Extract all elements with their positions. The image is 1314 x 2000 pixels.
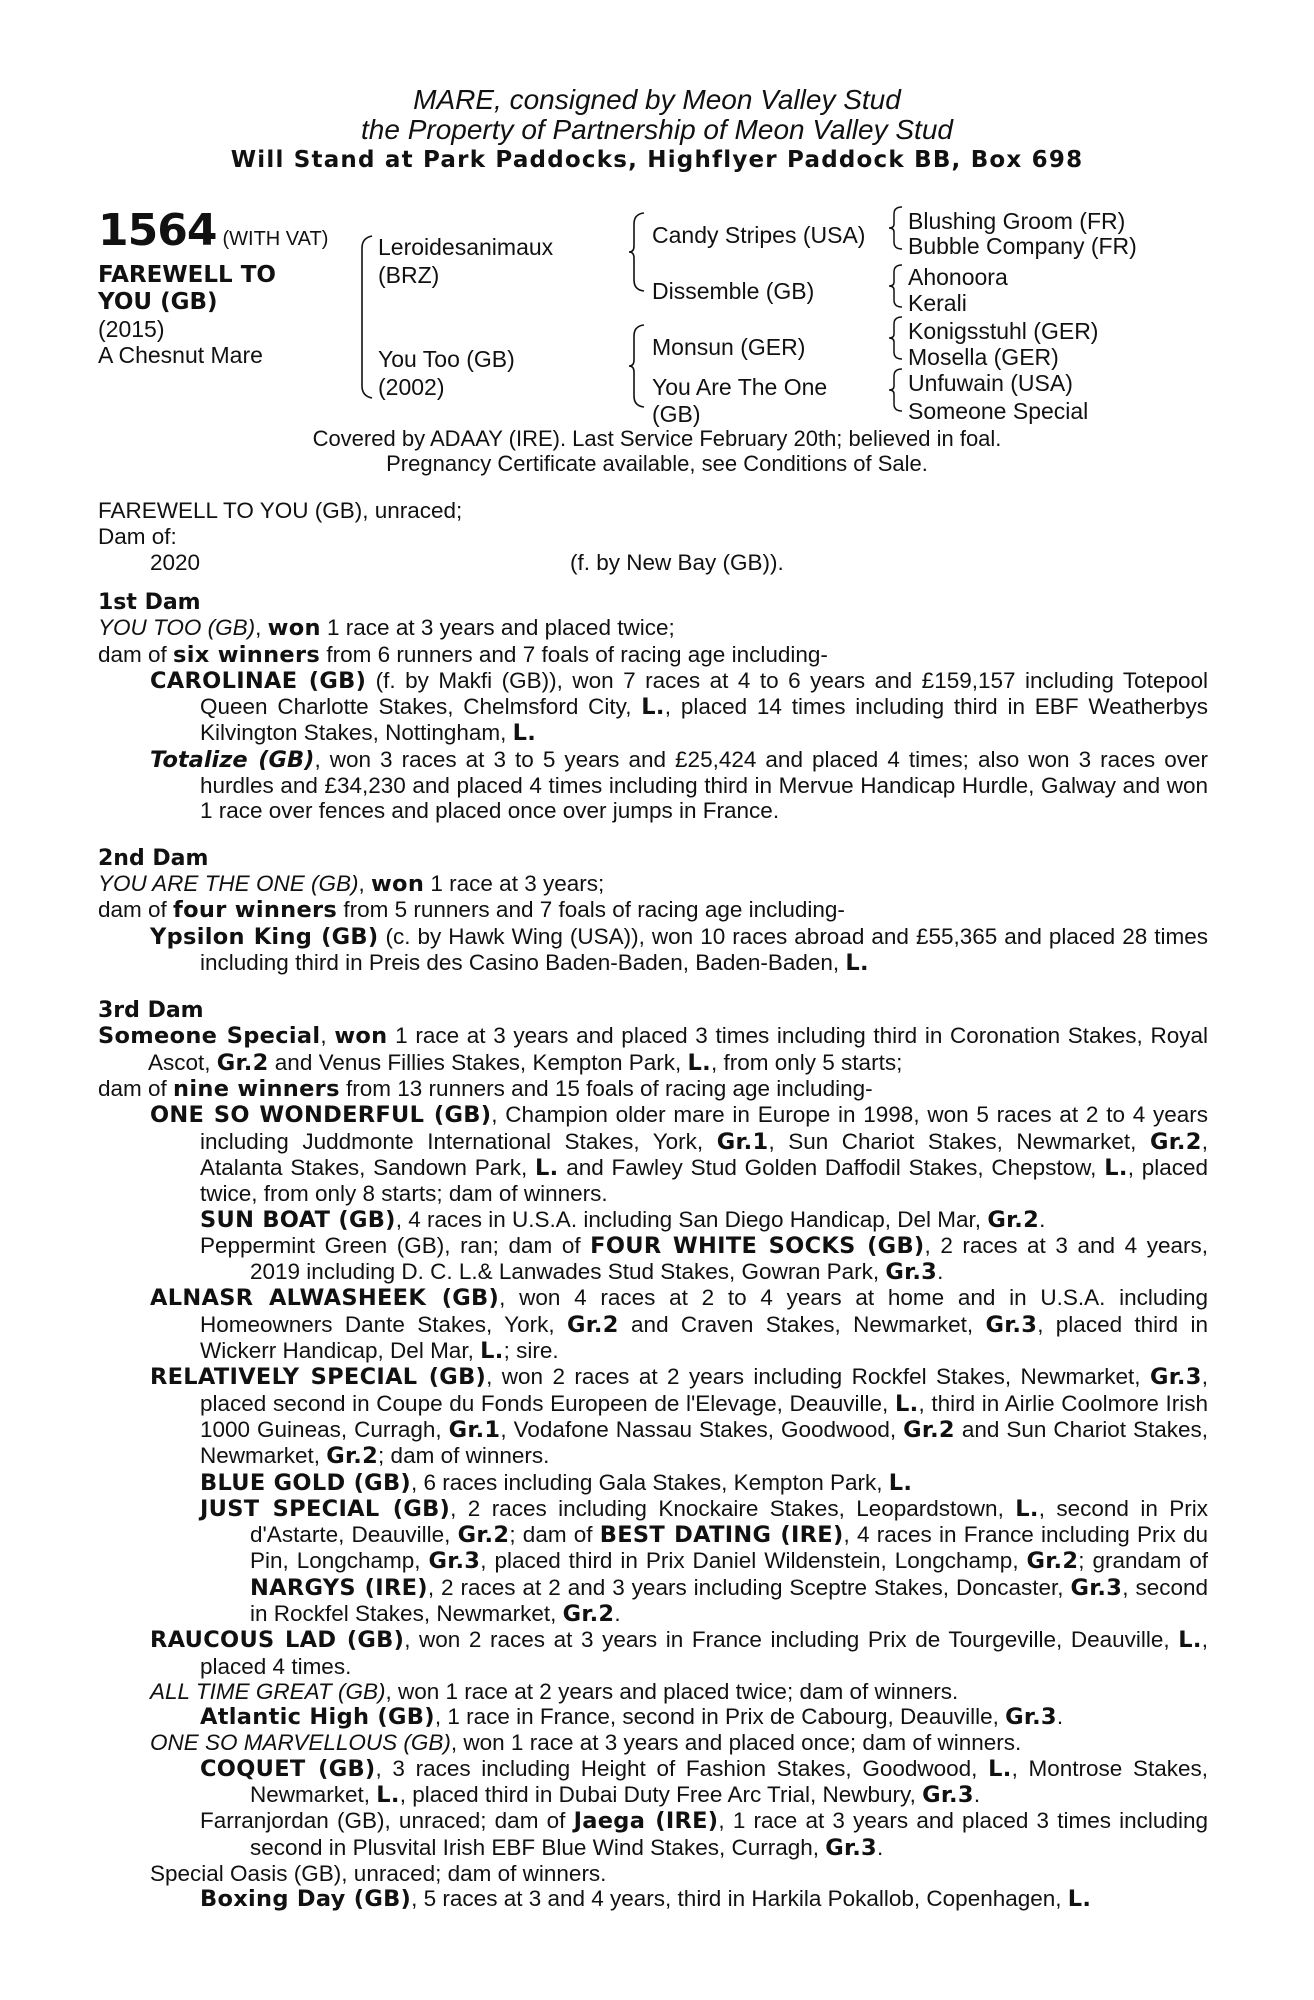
horse-description: A Chesnut Mare — [98, 342, 263, 368]
entry-all-time-great: ALL TIME GREAT (GB), won 1 race at 2 years and placed twice; dam of winners. — [150, 1678, 959, 1704]
entry-one-so-wonderful: ONE SO WONDERFUL (GB), Champion older mare in Europe in 1998, won 5 races at 2 to 4 years including Juddmonte International Stakes, York, Gr.1, Sun Chariot Stakes, Newmarket, Gr.2, Atalanta Stakes, Sandown Park, L. and Fawley Stud Golden Daffodil Stakes, Chepstow, L., placed twice, from only 8 starts; dam of winners. — [150, 1102, 1209, 1207]
pedigree-brace-sire — [628, 210, 648, 294]
entry-raucous-lad: RAUCOUS LAD (GB), won 2 races at 3 years in France including Prix de Tourgeville, Deauville, L., placed 4 times. — [150, 1627, 1208, 1679]
entry-peppermint-green: Peppermint Green (GB), ran; dam of FOUR WHITE SOCKS (GB), 2 races at 3 and 4 years, 2019 including D. C. L.& Lanwades Stud Stakes, Gowran Park, Gr.3. — [200, 1232, 1208, 1286]
pregnancy-line: Pregnancy Certificate available, see Conditions of Sale. — [386, 451, 928, 476]
produce-dam-of: Dam of: — [98, 524, 177, 549]
dam-records — [98, 590, 1208, 1913]
second-dam-entry-ypsilon-king: Ypsilon King (GB) (c. by Hawk Wing (USA)), won 10 races abroad and £55,365 and placed 28 times including third in Preis des Casino Baden-Baden, Baden-Baden, L. — [150, 923, 1208, 976]
pedigree-sire-sire: Candy Stripes (USA) — [652, 222, 866, 248]
pedigree-sire-country: (BRZ) — [378, 262, 440, 288]
lot-number: 1564 — [98, 205, 217, 256]
third-dam-record: Someone Special, won 1 race at 3 years and placed 3 times including third in Coronation Stakes, Royal Ascot, Gr.2 and Venus Fillies Stakes, Kempton Park, L., from only 5 starts; — [98, 1023, 1208, 1076]
entry-sun-boat: SUN BOAT (GB), 4 races in U.S.A. including San Diego Handicap, Del Mar, Gr.2. — [200, 1206, 1046, 1233]
second-dam-produce: dam of four winners from 5 runners and 7 foals of racing age including- — [98, 897, 845, 924]
produce-detail: (f. by New Bay (GB)). — [570, 550, 784, 575]
entry-alnasr-alwasheek: ALNASR ALWASHEEK (GB), won 4 races at 2 to 4 years at home and in U.S.A. including Homeowners Dante Stakes, York, Gr.2 and Craven Stakes, Newmarket, Gr.3, placed third in Wickerr Handicap, Del Mar, L.; sire. — [150, 1285, 1209, 1365]
pedigree-sire-dam: Dissemble (GB) — [652, 278, 815, 304]
pedigree-brace-ss — [888, 204, 906, 252]
entry-relatively-special: RELATIVELY SPECIAL (GB), won 2 races at 2 years including Rockfel Stakes, Newmarket, Gr.3, placed second in Coupe du Fonds Europeen de l'Elevage, Deauville, L., third in Airlie Coolmore Irish 1000 Guineas, Curragh, Gr.1, Vodafone Nassau Stakes, Goodwood, Gr.2 and Sun Chariot Stakes, Newmarket, Gr.2; dam of winners. — [150, 1364, 1208, 1470]
consignor-line: MARE, consigned by Meon Valley Stud — [413, 84, 901, 115]
horse-year: (2015) — [98, 316, 165, 342]
third-dam-heading: 3rd Dam — [98, 998, 204, 1024]
third-dam-produce: dam of nine winners from 13 runners and 15 foals of racing age including- — [98, 1076, 873, 1103]
first-dam-produce: dam of six winners from 6 runners and 7 foals of racing age including- — [98, 641, 828, 668]
first-dam-record: YOU TOO (GB), won 1 race at 3 years and placed twice; — [98, 615, 675, 642]
first-dam-entry-carolinae: CAROLINAE (GB) (f. by Makfi (GB)), won 7 races at 4 to 6 years and £159,157 including Totepool Queen Charlotte Stakes, Chelmsford City, L., placed 14 times including third in EBF Weatherbys Kilvington Stakes, Nottingham, L. — [150, 667, 1209, 747]
covering-line: Covered by ADAAY (IRE). Last Service February 20th; believed in foal. — [312, 426, 1002, 451]
pedigree-ssd: Bubble Company (FR) — [908, 233, 1137, 259]
produce-intro: FAREWELL TO YOU (GB), unraced; — [98, 498, 463, 523]
horse-name-line1: FAREWELL TO — [98, 262, 276, 288]
pedigree-brace-dd — [888, 366, 906, 414]
entry-farranjordan: Farranjordan (GB), unraced; dam of Jaega (IRE), 1 race at 3 years and placed 3 times including second in Plusvital Irish EBF Blue Wind Stakes, Curragh, Gr.3. — [200, 1808, 1208, 1861]
entry-blue-gold: BLUE GOLD (GB), 6 races including Gala Stakes, Kempton Park, L. — [200, 1469, 913, 1496]
pedigree-dam-dam: You Are The One — [652, 374, 828, 400]
second-dam-record: YOU ARE THE ONE (GB), won 1 race at 3 years; — [98, 870, 605, 897]
pedigree-dsd: Mosella (GER) — [908, 344, 1059, 370]
pedigree-dss: Konigsstuhl (GER) — [908, 318, 1099, 344]
pedigree-sds: Ahonoora — [908, 264, 1008, 290]
pedigree-sire: Leroidesanimaux — [378, 234, 554, 260]
stabling-line: Will Stand at Park Paddocks, Highflyer Paddock BB, Box 698 — [230, 147, 1084, 173]
first-dam-heading: 1st Dam — [98, 590, 201, 615]
pedigree-brace-dam — [628, 322, 648, 410]
pedigree-brace-ds — [888, 314, 906, 362]
pedigree-brace-main — [356, 232, 376, 402]
first-dam-name: YOU TOO (GB) — [98, 615, 256, 641]
pedigree-sdd: Kerali — [908, 290, 967, 316]
entry-just-special: JUST SPECIAL (GB), 2 races including Knockaire Stakes, Leopardstown, L., second in Prix d'Astarte, Deauville, Gr.2; dam of BEST DATING (IRE), 4 races in France including Prix du Pin, Longchamp, Gr.3, placed third in Prix Daniel Wildenstein, Longchamp, Gr.2; grandam of NARGYS (IRE), 2 races at 2 and 3 years including Sceptre Stakes, Doncaster, Gr.3, second in Rockfel Stakes, Newmarket, Gr.2. — [200, 1495, 1209, 1627]
pedigree-ddd: Someone Special — [908, 398, 1089, 424]
pedigree-dds: Unfuwain (USA) — [908, 370, 1073, 396]
pedigree-dam: You Too (GB) — [378, 346, 515, 372]
pedigree-brace-sd — [888, 262, 906, 310]
vat-note: (WITH VAT) — [222, 228, 329, 250]
pedigree-dam-dam-country: (GB) — [652, 401, 701, 427]
pedigree-sss: Blushing Groom (FR) — [908, 208, 1126, 234]
entry-boxing-day: Boxing Day (GB), 5 races at 3 and 4 years, third in Harkila Pokallob, Copenhagen, L. — [200, 1886, 1092, 1913]
lot-number-block — [98, 205, 328, 256]
second-dam-heading: 2nd Dam — [98, 845, 209, 871]
horse-name — [98, 262, 338, 316]
pedigree-dam-sire: Monsun (GER) — [652, 334, 806, 360]
entry-atlantic-high: Atlantic High (GB), 1 race in France, second in Prix de Cabourg, Deauville, Gr.3. — [200, 1704, 1064, 1731]
horse-name-line2: YOU (GB) — [98, 289, 218, 315]
pedigree-dam-year: (2002) — [378, 374, 445, 400]
entry-special-oasis: Special Oasis (GB), unraced; dam of winners. — [150, 1860, 607, 1886]
produce-year: 2020 — [150, 550, 201, 575]
entry-coquet: COQUET (GB), 3 races including Height of Fashion Stakes, Goodwood, L., Montrose Stakes, Newmarket, L., placed third in Dubai Duty Free Arc Trial, Newbury, Gr.3. — [200, 1755, 1208, 1809]
entry-one-so-marvellous: ONE SO MARVELLOUS (GB), won 1 race at 3 years and placed once; dam of winners. — [150, 1730, 1022, 1756]
first-dam-entry-totalize: Totalize (GB), won 3 races at 3 to 5 years and £25,424 and placed 4 times; also won 3 races over hurdles and £34,230 and placed 4 times including third in Mervue Handicap Hurdle, Galway and won 1 race over fences and placed once over jumps in France. — [150, 746, 1208, 824]
property-line: the Property of Partnership of Meon Valley Stud — [361, 114, 953, 145]
